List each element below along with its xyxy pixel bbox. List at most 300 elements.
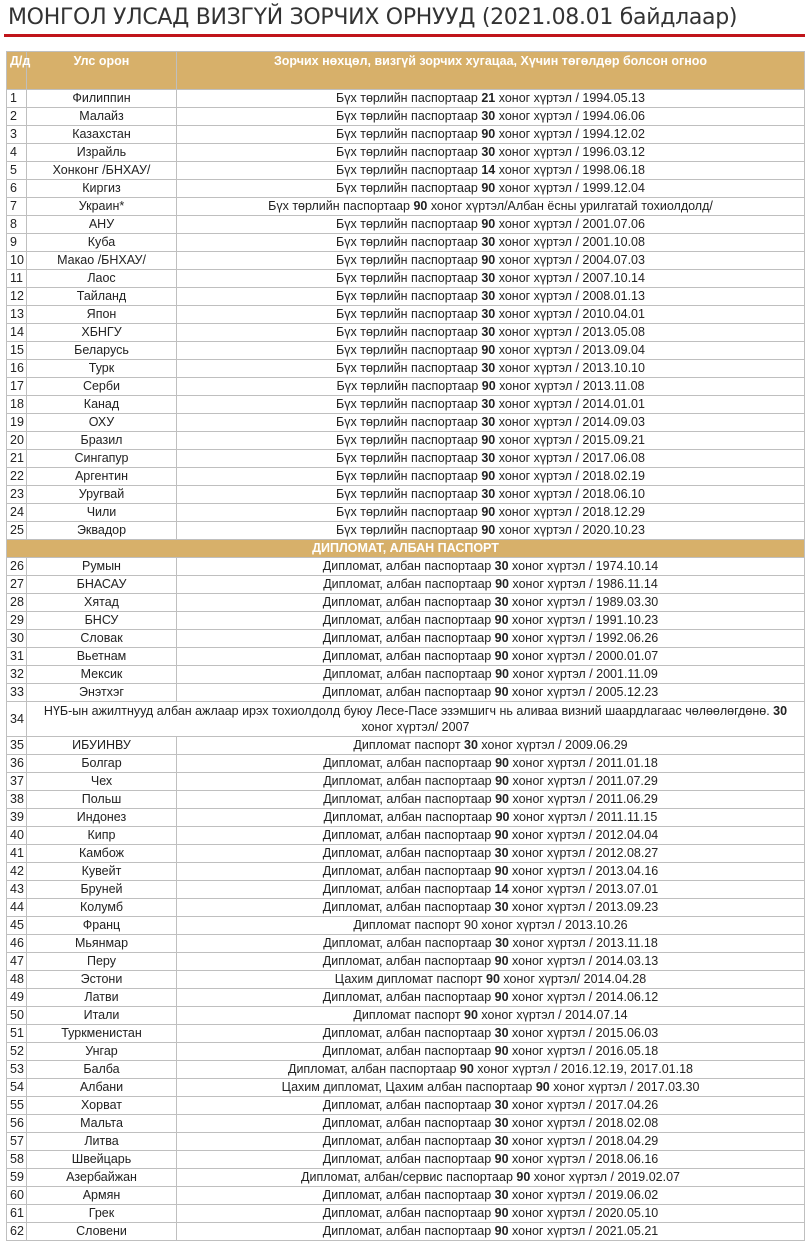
desc-text: Дипломат, албан паспортаар bbox=[323, 577, 496, 591]
table-row bbox=[7, 180, 805, 198]
row-description bbox=[177, 827, 805, 845]
table-row bbox=[7, 504, 805, 522]
row-country: Армян bbox=[27, 1187, 177, 1205]
table-row bbox=[7, 324, 805, 342]
row-number: 29 bbox=[7, 612, 27, 630]
desc-text: хоног хүртэл / 2013.11.18 bbox=[509, 936, 658, 950]
row-country: Эквадор bbox=[27, 522, 177, 540]
table-row bbox=[7, 1151, 805, 1169]
row-country: Энэтхэг bbox=[27, 684, 177, 702]
table-row bbox=[7, 1043, 805, 1061]
row-country: Сингапур bbox=[27, 450, 177, 468]
desc-days: 90 bbox=[494, 990, 509, 1004]
desc-text: Дипломат, албан паспортаар bbox=[323, 936, 496, 950]
desc-text: Дипломат, албан паспортаар bbox=[322, 1152, 495, 1166]
row-number: 34 bbox=[7, 702, 27, 737]
table-row bbox=[7, 1097, 805, 1115]
desc-text: хоног хүртэл/Албан ёсны урилгатай тохиолдолд/ bbox=[427, 199, 713, 213]
row-country: Малайз bbox=[27, 108, 177, 126]
desc-text: Дипломат, албан паспортаар bbox=[322, 1224, 495, 1238]
desc-text: хоног хүртэл / 2018.04.29 bbox=[508, 1134, 659, 1148]
row-number: 57 bbox=[7, 1133, 27, 1151]
desc-days: 90 bbox=[535, 1080, 550, 1094]
desc-days: 30 bbox=[494, 1116, 509, 1130]
row-country: ИБУИНВУ bbox=[27, 737, 177, 755]
table-row bbox=[7, 360, 805, 378]
row-description bbox=[177, 684, 805, 702]
desc-days: 30 bbox=[481, 145, 496, 159]
desc-text: Дипломат, албан паспортаар bbox=[322, 1026, 495, 1040]
row-number: 15 bbox=[7, 342, 27, 360]
row-country: Украин* bbox=[27, 198, 177, 216]
row-description bbox=[177, 1061, 805, 1079]
row-number: 3 bbox=[7, 126, 27, 144]
desc-days: 90 bbox=[481, 469, 496, 483]
table-row bbox=[7, 594, 805, 612]
row-country: Перу bbox=[27, 953, 177, 971]
desc-days: 90 bbox=[413, 199, 428, 213]
table-row bbox=[7, 270, 805, 288]
table-row bbox=[7, 486, 805, 504]
desc-days: 90 bbox=[494, 631, 509, 645]
row-description bbox=[177, 180, 805, 198]
desc-text: Бүх төрлийн паспортаар bbox=[336, 469, 482, 483]
desc-days: 90 bbox=[495, 792, 509, 806]
row-description bbox=[177, 324, 805, 342]
desc-text: хоног хүртэл / 1994.06.06 bbox=[495, 109, 645, 123]
row-number: 60 bbox=[7, 1187, 27, 1205]
row-country: Словени bbox=[27, 1223, 177, 1241]
desc-text: хоног хүртэл / 2021.05.21 bbox=[508, 1224, 659, 1238]
desc-days: 90 bbox=[464, 1008, 478, 1022]
desc-text: Дипломат, албан паспортаар bbox=[322, 864, 495, 878]
row-country: Серби bbox=[27, 378, 177, 396]
row-number: 27 bbox=[7, 576, 27, 594]
row-country: Израйль bbox=[27, 144, 177, 162]
desc-text: Дипломат, албан паспортаар bbox=[322, 1044, 495, 1058]
desc-days: 30 bbox=[494, 1026, 509, 1040]
row-country: Киргиз bbox=[27, 180, 177, 198]
row-number: 43 bbox=[7, 881, 27, 899]
row-country: Казахстан bbox=[27, 126, 177, 144]
row-description bbox=[177, 666, 805, 684]
row-number: 52 bbox=[7, 1043, 27, 1061]
desc-text: Цахим дипломат, Цахим албан паспортаар bbox=[281, 1080, 536, 1094]
row-number: 32 bbox=[7, 666, 27, 684]
desc-text: Бүх төрлийн паспортаар bbox=[336, 217, 482, 231]
desc-days: 30 bbox=[481, 271, 496, 285]
row-description bbox=[177, 108, 805, 126]
row-description bbox=[177, 971, 805, 989]
desc-text: хоног хүртэл / 2011.06.29 bbox=[509, 792, 658, 806]
desc-days: 30 bbox=[494, 846, 509, 860]
row-number: 38 bbox=[7, 791, 27, 809]
desc-text: хоног хүртэл / 2019.06.02 bbox=[508, 1188, 659, 1202]
desc-text: Бүх төрлийн паспортаар bbox=[336, 307, 482, 321]
table-row bbox=[7, 1187, 805, 1205]
row-number: 2 bbox=[7, 108, 27, 126]
row-number: 20 bbox=[7, 432, 27, 450]
table-row bbox=[7, 1115, 805, 1133]
desc-text: Дипломат, албан паспортаар bbox=[323, 810, 496, 824]
row-number: 19 bbox=[7, 414, 27, 432]
desc-days: 90 bbox=[494, 613, 509, 627]
row-number: 50 bbox=[7, 1007, 27, 1025]
row-number: 16 bbox=[7, 360, 27, 378]
desc-text: Бүх төрлийн паспортаар bbox=[336, 289, 482, 303]
diplomatic-rows-b bbox=[7, 737, 805, 1241]
row-description bbox=[177, 737, 805, 755]
row-number: 4 bbox=[7, 144, 27, 162]
table-row bbox=[7, 648, 805, 666]
row-number: 9 bbox=[7, 234, 27, 252]
row-country: Беларусь bbox=[27, 342, 177, 360]
table-row bbox=[7, 198, 805, 216]
row-number: 31 bbox=[7, 648, 27, 666]
desc-text: Бүх төрлийн паспортаар bbox=[336, 163, 482, 177]
desc-text: хоног хүртэл / 2018.02.19 bbox=[495, 469, 645, 483]
row-country: ОХУ bbox=[27, 414, 177, 432]
desc-days: 30 bbox=[773, 704, 788, 718]
table-row bbox=[7, 755, 805, 773]
desc-days: 30 bbox=[494, 559, 509, 573]
table-row bbox=[7, 558, 805, 576]
table-row bbox=[7, 917, 805, 935]
desc-days: 30 bbox=[494, 900, 509, 914]
desc-days: 90 bbox=[481, 343, 496, 357]
row-country: Азербайжан bbox=[27, 1169, 177, 1187]
desc-text: Бүх төрлийн паспортаар bbox=[336, 253, 482, 267]
desc-text: хоног хүртэл / 2016.12.19, 2017.01.18 bbox=[473, 1062, 693, 1076]
row-description bbox=[177, 90, 805, 108]
row-description bbox=[177, 594, 805, 612]
desc-text: Бүх төрлийн паспортаар bbox=[336, 145, 482, 159]
table-row bbox=[7, 935, 805, 953]
desc-text: хоног хүртэл / 2018.06.16 bbox=[508, 1152, 659, 1166]
row-country: Тайланд bbox=[27, 288, 177, 306]
desc-text: хоног хүртэл / 2000.01.07 bbox=[508, 649, 659, 663]
desc-text: хоног хүртэл / 2011.01.18 bbox=[509, 756, 658, 770]
row-country: Кувейт bbox=[27, 863, 177, 881]
desc-text: Дипломат, албан паспортаар bbox=[322, 1098, 495, 1112]
row-number: 45 bbox=[7, 917, 27, 935]
desc-text: хоног хүртэл / 2020.10.23 bbox=[495, 523, 645, 537]
header-country: Улс орон bbox=[27, 52, 177, 90]
row-number: 56 bbox=[7, 1115, 27, 1133]
desc-text: хоног хүртэл / 1994.12.02 bbox=[495, 127, 645, 141]
row-number: 10 bbox=[7, 252, 27, 270]
desc-days: 30 bbox=[464, 738, 478, 752]
desc-text: хоног хүртэл / 2005.12.23 bbox=[508, 685, 659, 699]
desc-days: 90 bbox=[494, 685, 509, 699]
desc-text: хоног хүртэл / 2020.05.10 bbox=[508, 1206, 659, 1220]
desc-days: 90 bbox=[459, 1062, 474, 1076]
row-description bbox=[27, 702, 805, 737]
table-row bbox=[7, 378, 805, 396]
desc-text: хоног хүртэл / 2013.05.08 bbox=[495, 325, 645, 339]
table-row bbox=[7, 1133, 805, 1151]
table-row bbox=[7, 1169, 805, 1187]
desc-text: хоног хүртэл / 1992.06.26 bbox=[508, 631, 659, 645]
table-row bbox=[7, 216, 805, 234]
desc-days: 14 bbox=[481, 163, 496, 177]
desc-text: Дипломат, албан паспортаар bbox=[322, 828, 495, 842]
desc-days: 30 bbox=[495, 936, 509, 950]
table-row bbox=[7, 144, 805, 162]
row-country: Латви bbox=[27, 989, 177, 1007]
row-description bbox=[177, 899, 805, 917]
row-country: Япон bbox=[27, 306, 177, 324]
desc-days: 21 bbox=[481, 91, 496, 105]
row-number: 22 bbox=[7, 468, 27, 486]
un-row-group bbox=[7, 702, 805, 737]
row-description bbox=[177, 198, 805, 216]
table-row bbox=[7, 827, 805, 845]
row-description bbox=[177, 791, 805, 809]
desc-text: Дипломат, албан паспортаар bbox=[322, 649, 495, 663]
row-country: Лаос bbox=[27, 270, 177, 288]
row-description bbox=[177, 360, 805, 378]
row-country: Вьетнам bbox=[27, 648, 177, 666]
row-description bbox=[177, 1205, 805, 1223]
row-number: 7 bbox=[7, 198, 27, 216]
desc-text: Бүх төрлийн паспортаар bbox=[336, 523, 482, 537]
desc-text: хоног хүртэл / 2013.09.04 bbox=[495, 343, 645, 357]
desc-days: 30 bbox=[481, 361, 496, 375]
row-description bbox=[177, 468, 805, 486]
header-desc: Зорчих нөхцөл, визгүй зорчих хугацаа, Хүчин төгөлдөр болсон огноо bbox=[177, 52, 805, 90]
row-number: 24 bbox=[7, 504, 27, 522]
row-country: Турк bbox=[27, 360, 177, 378]
row-description bbox=[177, 252, 805, 270]
desc-text: Бүх төрлийн паспортаар bbox=[268, 199, 414, 213]
desc-days: 90 bbox=[495, 577, 509, 591]
row-description bbox=[177, 234, 805, 252]
desc-text: Дипломат, албан паспортаар bbox=[322, 1188, 495, 1202]
desc-text: Бүх төрлийн паспортаар bbox=[336, 91, 482, 105]
desc-text: хоног хүртэл / 2011.11.15 bbox=[509, 810, 658, 824]
row-number: 28 bbox=[7, 594, 27, 612]
table-row bbox=[7, 576, 805, 594]
desc-days: 30 bbox=[481, 307, 496, 321]
desc-text: хоног хүртэл/ 2007 bbox=[361, 720, 470, 734]
desc-days: 90 bbox=[481, 253, 496, 267]
table-row bbox=[7, 881, 805, 899]
row-description bbox=[177, 755, 805, 773]
desc-days: 90 bbox=[494, 954, 509, 968]
row-description bbox=[177, 270, 805, 288]
table-row bbox=[7, 468, 805, 486]
row-country: ХБНГУ bbox=[27, 324, 177, 342]
row-number: 46 bbox=[7, 935, 27, 953]
desc-text: хоног хүртэл / 2017.04.26 bbox=[508, 1098, 659, 1112]
desc-text: Дипломат, албан паспортаар bbox=[322, 595, 495, 609]
section-label: ДИПЛОМАТ, АЛБАН ПАСПОРТ bbox=[7, 540, 805, 558]
table-row bbox=[7, 684, 805, 702]
desc-text: хоног хүртэл / 2012.04.04 bbox=[508, 828, 659, 842]
desc-days: 90 bbox=[481, 379, 496, 393]
table-row bbox=[7, 971, 805, 989]
row-number: 62 bbox=[7, 1223, 27, 1241]
desc-text: Бүх төрлийн паспортаар bbox=[336, 451, 482, 465]
row-description bbox=[177, 935, 805, 953]
row-number: 37 bbox=[7, 773, 27, 791]
desc-text: Дипломат, албан паспортаар bbox=[323, 774, 496, 788]
table-row bbox=[7, 863, 805, 881]
desc-text: хоног хүртэл / 2011.07.29 bbox=[509, 774, 658, 788]
desc-text: Дипломат, албан паспортаар bbox=[322, 990, 495, 1004]
table-row bbox=[7, 1223, 805, 1241]
row-country: Аргентин bbox=[27, 468, 177, 486]
row-description bbox=[177, 648, 805, 666]
table-row bbox=[7, 342, 805, 360]
row-description bbox=[177, 630, 805, 648]
row-description bbox=[177, 953, 805, 971]
row-country: Уругвай bbox=[27, 486, 177, 504]
row-number: 49 bbox=[7, 989, 27, 1007]
desc-text: хоног хүртэл / 2014.06.12 bbox=[508, 990, 659, 1004]
desc-text: Дипломат, албан паспортаар bbox=[322, 846, 495, 860]
row-country: Чех bbox=[27, 773, 177, 791]
row-number: 25 bbox=[7, 522, 27, 540]
desc-text: Дипломат, албан паспортаар bbox=[322, 559, 495, 573]
row-description bbox=[177, 216, 805, 234]
desc-text: хоног хүртэл / 2013.09.23 bbox=[508, 900, 659, 914]
row-country: АНУ bbox=[27, 216, 177, 234]
table-header-row bbox=[7, 52, 805, 90]
row-country: Канад bbox=[27, 396, 177, 414]
row-country: Мальта bbox=[27, 1115, 177, 1133]
desc-text: Бүх төрлийн паспортаар bbox=[336, 433, 482, 447]
row-country: Болгар bbox=[27, 755, 177, 773]
row-number: 14 bbox=[7, 324, 27, 342]
row-number: 23 bbox=[7, 486, 27, 504]
desc-days: 30 bbox=[481, 397, 496, 411]
row-description bbox=[177, 1169, 805, 1187]
desc-text: Дипломат, албан паспортаар bbox=[322, 900, 495, 914]
desc-text: Бүх төрлийн паспортаар bbox=[336, 397, 482, 411]
table-row bbox=[7, 791, 805, 809]
desc-text: Бүх төрлийн паспортаар bbox=[336, 343, 482, 357]
row-description bbox=[177, 881, 805, 899]
table-row bbox=[7, 845, 805, 863]
table-row bbox=[7, 1061, 805, 1079]
desc-days: 90 bbox=[495, 667, 509, 681]
row-description bbox=[177, 342, 805, 360]
desc-text: Бүх төрлийн паспортаар bbox=[336, 487, 482, 501]
row-number: 42 bbox=[7, 863, 27, 881]
desc-text: Бүх төрлийн паспортаар bbox=[336, 271, 482, 285]
row-description bbox=[177, 1097, 805, 1115]
desc-text: Дипломат, албан паспортаар bbox=[323, 792, 496, 806]
table-row bbox=[7, 702, 805, 737]
desc-days: 90 bbox=[481, 181, 496, 195]
row-number: 33 bbox=[7, 684, 27, 702]
desc-text: хоног хүртэл / 2015.06.03 bbox=[508, 1026, 659, 1040]
row-country: Франц bbox=[27, 917, 177, 935]
desc-text: НҮБ-ын ажилтнууд албан ажлаар ирэх тохиолдолд буюу Лесе-Пасе эзэмшигч нь аливаа визний шаардлагаас чөлөөлөгдөнө. bbox=[43, 704, 774, 718]
table-row bbox=[7, 809, 805, 827]
row-description bbox=[177, 396, 805, 414]
table-row bbox=[7, 252, 805, 270]
row-number: 44 bbox=[7, 899, 27, 917]
row-number: 54 bbox=[7, 1079, 27, 1097]
desc-days: 90 bbox=[494, 1152, 509, 1166]
table-row bbox=[7, 522, 805, 540]
desc-text: Дипломат, албан паспортаар bbox=[322, 613, 495, 627]
desc-text: хоног хүртэл / 2009.06.29 bbox=[477, 738, 628, 752]
desc-days: 90 bbox=[486, 972, 500, 986]
desc-text: хоног хүртэл / 2014.01.01 bbox=[495, 397, 645, 411]
desc-text: Дипломат, албан паспортаар bbox=[322, 1206, 495, 1220]
row-country: Итали bbox=[27, 1007, 177, 1025]
desc-text: хоног хүртэл / 2019.02.07 bbox=[530, 1170, 680, 1184]
desc-days: 90 bbox=[494, 864, 509, 878]
row-country: Туркменистан bbox=[27, 1025, 177, 1043]
desc-text: хоног хүртэл / 1998.06.18 bbox=[495, 163, 645, 177]
desc-days: 30 bbox=[494, 595, 509, 609]
row-number: 8 bbox=[7, 216, 27, 234]
desc-text: Цахим дипломат паспорт bbox=[334, 972, 487, 986]
table-row bbox=[7, 108, 805, 126]
row-country: БНСУ bbox=[27, 612, 177, 630]
row-country: Грек bbox=[27, 1205, 177, 1223]
desc-text: хоног хүртэл / 2017.03.30 bbox=[549, 1080, 700, 1094]
desc-days: 30 bbox=[494, 1188, 509, 1202]
row-description bbox=[177, 917, 805, 935]
row-country: БНАСАУ bbox=[27, 576, 177, 594]
page-title: МОНГОЛ УЛСАД ВИЗГҮЙ ЗОРЧИХ ОРНУУД (2021.08.01 байдлаар) bbox=[8, 5, 738, 30]
desc-text: хоног хүртэл / 1994.05.13 bbox=[495, 91, 645, 105]
table-row bbox=[7, 306, 805, 324]
row-number: 11 bbox=[7, 270, 27, 288]
row-number: 53 bbox=[7, 1061, 27, 1079]
row-description bbox=[177, 144, 805, 162]
row-description bbox=[177, 1043, 805, 1061]
row-country: Хонконг /БНХАУ/ bbox=[27, 162, 177, 180]
row-country: Мексик bbox=[27, 666, 177, 684]
row-number: 13 bbox=[7, 306, 27, 324]
desc-text: Дипломат, албан паспортаар bbox=[322, 631, 495, 645]
visa-free-table bbox=[6, 51, 805, 1241]
row-description bbox=[177, 450, 805, 468]
desc-text: хоног хүртэл / 2014.09.03 bbox=[495, 415, 645, 429]
desc-text: Дипломат, албан паспортаар bbox=[322, 1134, 495, 1148]
row-description bbox=[177, 1151, 805, 1169]
table-row bbox=[7, 450, 805, 468]
row-number: 36 bbox=[7, 755, 27, 773]
row-country: Колумб bbox=[27, 899, 177, 917]
desc-days: 90 bbox=[495, 774, 509, 788]
row-number: 47 bbox=[7, 953, 27, 971]
row-description bbox=[177, 576, 805, 594]
desc-text: Бүх төрлийн паспортаар bbox=[336, 181, 482, 195]
desc-days: 90 bbox=[495, 756, 509, 770]
row-country: Унгар bbox=[27, 1043, 177, 1061]
row-description bbox=[177, 612, 805, 630]
row-description bbox=[177, 863, 805, 881]
desc-text: Бүх төрлийн паспортаар bbox=[336, 235, 482, 249]
row-number: 58 bbox=[7, 1151, 27, 1169]
desc-text: Дипломат, албан паспортаар bbox=[322, 685, 495, 699]
row-country: Словак bbox=[27, 630, 177, 648]
row-description bbox=[177, 989, 805, 1007]
row-country: Албани bbox=[27, 1079, 177, 1097]
row-number: 30 bbox=[7, 630, 27, 648]
row-description bbox=[177, 162, 805, 180]
desc-text: хоног хүртэл / 1974.10.14 bbox=[508, 559, 659, 573]
row-number: 12 bbox=[7, 288, 27, 306]
